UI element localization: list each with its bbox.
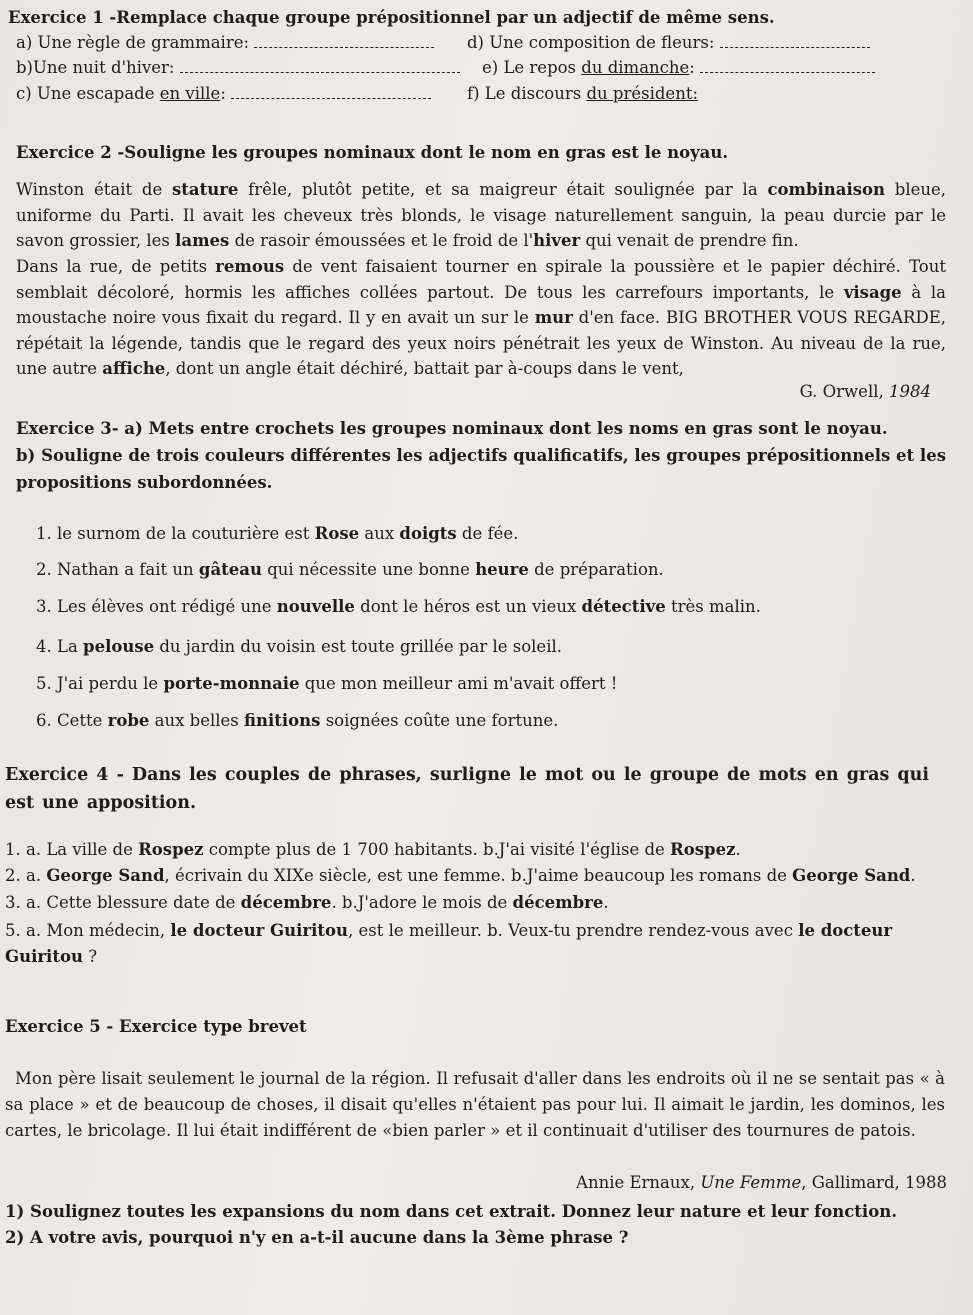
ex3-sentence-6: 6. Cette robe aux belles finitions soignées coûte une fortune.	[36, 711, 559, 730]
bold-noun: le docteur Guiritou	[5, 921, 893, 966]
ex4-title: Exercice 4 - Dans les couples de phrases, surligne le mot ou le groupe de mots en gras qui est une apposition.	[5, 765, 930, 813]
bold-noun: robe	[107, 711, 150, 730]
bold-noun: pelouse	[83, 637, 155, 656]
bold-noun: mur	[534, 308, 573, 328]
ex1-title: Exercice 1 -Remplace chaque groupe prépositionnel par un adjectif de même sens.	[8, 8, 775, 27]
bold-noun: porte-monnaie	[163, 674, 300, 693]
bold-noun: remous	[215, 257, 285, 276]
ex4-line-3: 3. a. Cette blessure date de décembre. b.J'adore le mois de décembre.	[5, 893, 609, 912]
bold-noun: George Sand	[792, 866, 911, 885]
bold-noun: nouvelle	[276, 597, 355, 616]
ex5-question-1: 1) Soulignez toutes les expansions du nom dans cet extrait. Donnez leur nature et leur fonction.	[5, 1202, 897, 1221]
ex4-line-4: 5. a. Mon médecin, le docteur Guiritou, est le meilleur. b. Veux-tu prendre rendez-vous avec le docteur Guiritou ?	[5, 921, 893, 966]
ex3-title-b: b) Souligne de trois couleurs différentes les adjectifs qualificatifs, les groupes prépositionnels et les propositions subordonnées.	[16, 446, 946, 492]
ex5-paragraph: Mon père lisait seulement le journal de la région. Il refusait d'aller dans les endroits où il ne se sentait pas « à sa place » et de beaucoup de choses, il disait qu'elles n'étaient pas pour lui. Il aimait le jardin, les dominos, les cartes, le bricolage. Il lui était indifférent de «bien parler » et il continuait d'utiliser des tournures de patois.	[5, 1069, 945, 1140]
ex3-sentence-2: 2. Nathan a fait un gâteau qui nécessite une bonne heure de préparation.	[36, 560, 664, 579]
bold-noun: affiche	[102, 359, 166, 379]
bold-noun: décembre	[240, 893, 332, 912]
bold-noun: hiver	[533, 231, 581, 251]
bold-noun: stature	[172, 180, 239, 199]
ex3-sentence-5: 5. J'ai perdu le porte-monnaie que mon meilleur ami m'avait offert !	[36, 674, 618, 693]
ex5-attribution-title: Une Femme	[700, 1173, 802, 1192]
bold-noun: George Sand	[46, 866, 165, 885]
ex3-sentence-3: 3. Les élèves ont rédigé une nouvelle dont le héros est un vieux détective très malin.	[36, 597, 761, 616]
ex1-item-b-label: b)Une nuit d'hiver:	[16, 58, 175, 77]
bold-noun: Rose	[314, 524, 360, 543]
ex5-attribution-author: Annie Ernaux,	[576, 1173, 701, 1192]
ex2-attribution-year: 1984	[889, 382, 931, 401]
ex1-item-a	[16, 33, 434, 52]
ex1-item-f	[467, 84, 698, 103]
ex3-title-a: Exercice 3- a) Mets entre crochets les groupes nominaux dont les noms en gras sont le noyau.	[16, 419, 888, 438]
ex1-item-e-label: e) Le repos du dimanche:	[482, 58, 695, 77]
ex1-blank-c[interactable]	[231, 86, 431, 99]
bold-noun: Rospez	[670, 840, 736, 859]
ex5-attribution-rest: , Gallimard, 1988	[801, 1173, 947, 1192]
bold-noun: heure	[475, 560, 529, 579]
ex4-line-2: 2. a. George Sand, écrivain du XIXe siècle, est une femme. b.J'aime beaucoup les romans de George Sand.	[5, 866, 916, 885]
bold-noun: le docteur Guiritou	[170, 921, 348, 940]
ex1-item-e	[482, 58, 875, 77]
ex1-item-d	[467, 33, 870, 52]
bold-noun: visage	[843, 282, 902, 302]
ex5-attribution	[576, 1173, 947, 1192]
ex5-title: Exercice 5 - Exercice type brevet	[5, 1017, 307, 1036]
bold-noun: décembre	[512, 893, 604, 912]
bold-noun: gâteau	[198, 560, 262, 579]
ex2-attribution	[800, 382, 931, 401]
ex1-item-c	[16, 84, 431, 103]
ex1-item-f-label: f) Le discours du président:	[467, 84, 699, 103]
ex1-blank-a[interactable]	[254, 35, 434, 48]
ex1-item-d-label: d) Une composition de fleurs:	[467, 33, 715, 52]
ex1-blank-e[interactable]	[700, 60, 875, 73]
bold-noun: finitions	[244, 711, 321, 730]
ex1-item-b	[16, 58, 460, 77]
ex1-item-a-label: a) Une règle de grammaire:	[16, 33, 250, 52]
ex3-sentence-1: 1. le surnom de la couturière est Rose aux doigts de fée.	[36, 524, 519, 543]
ex1-blank-b[interactable]	[180, 60, 460, 73]
ex5-question-2: 2) A votre avis, pourquoi n'y en a-t-il aucune dans la 3ème phrase ?	[5, 1228, 629, 1247]
bold-noun: détective	[581, 597, 666, 616]
bold-noun: lames	[175, 231, 230, 251]
ex2-attribution-name: G. Orwell,	[799, 382, 889, 401]
bold-noun: combinaison	[767, 180, 885, 199]
bold-noun: doigts	[399, 524, 457, 543]
ex3-sentence-4: 4. La pelouse du jardin du voisin est toute grillée par le soleil.	[36, 637, 562, 656]
bold-noun: Rospez	[138, 840, 204, 859]
ex1-item-c-label: c) Une escapade en ville:	[16, 84, 226, 103]
ex4-line-1: 1. a. La ville de Rospez compte plus de 1 700 habitants. b.J'ai visité l'église de Rospez.	[5, 840, 741, 859]
ex2-paragraph-2: Dans la rue, de petits remous de vent faisaient tourner en spirale la poussière et le papier déchiré. Tout semblait décoloré, hormis les affiches collées partout. De tous les carrefours importants, le visage à la moustache noire vous fixait du regard. Il y en avait un sur le mur d'en face. BIG BROTHER VOUS REGARDE, répétait la légende, tandis que le regard des yeux noirs pénétrait les yeux de Winston. Au niveau de la rue, une autre affiche, dont un angle était déchiré, battait par à-coups dans le vent,	[16, 257, 946, 379]
ex2-paragraph-1: Winston était de stature frêle, plutôt petite, et sa maigreur était soulignée par la combinaison bleue, uniforme du Parti. Il avait les cheveux très blonds, le visage naturellement sanguin, la peau durcie par le savon grossier, les lames de rasoir émoussées et le froid de l'hiver qui venait de prendre fin.	[16, 180, 947, 251]
ex1-blank-d[interactable]	[720, 35, 870, 48]
ex2-title: Exercice 2 -Souligne les groupes nominaux dont le nom en gras est le noyau.	[16, 143, 729, 162]
